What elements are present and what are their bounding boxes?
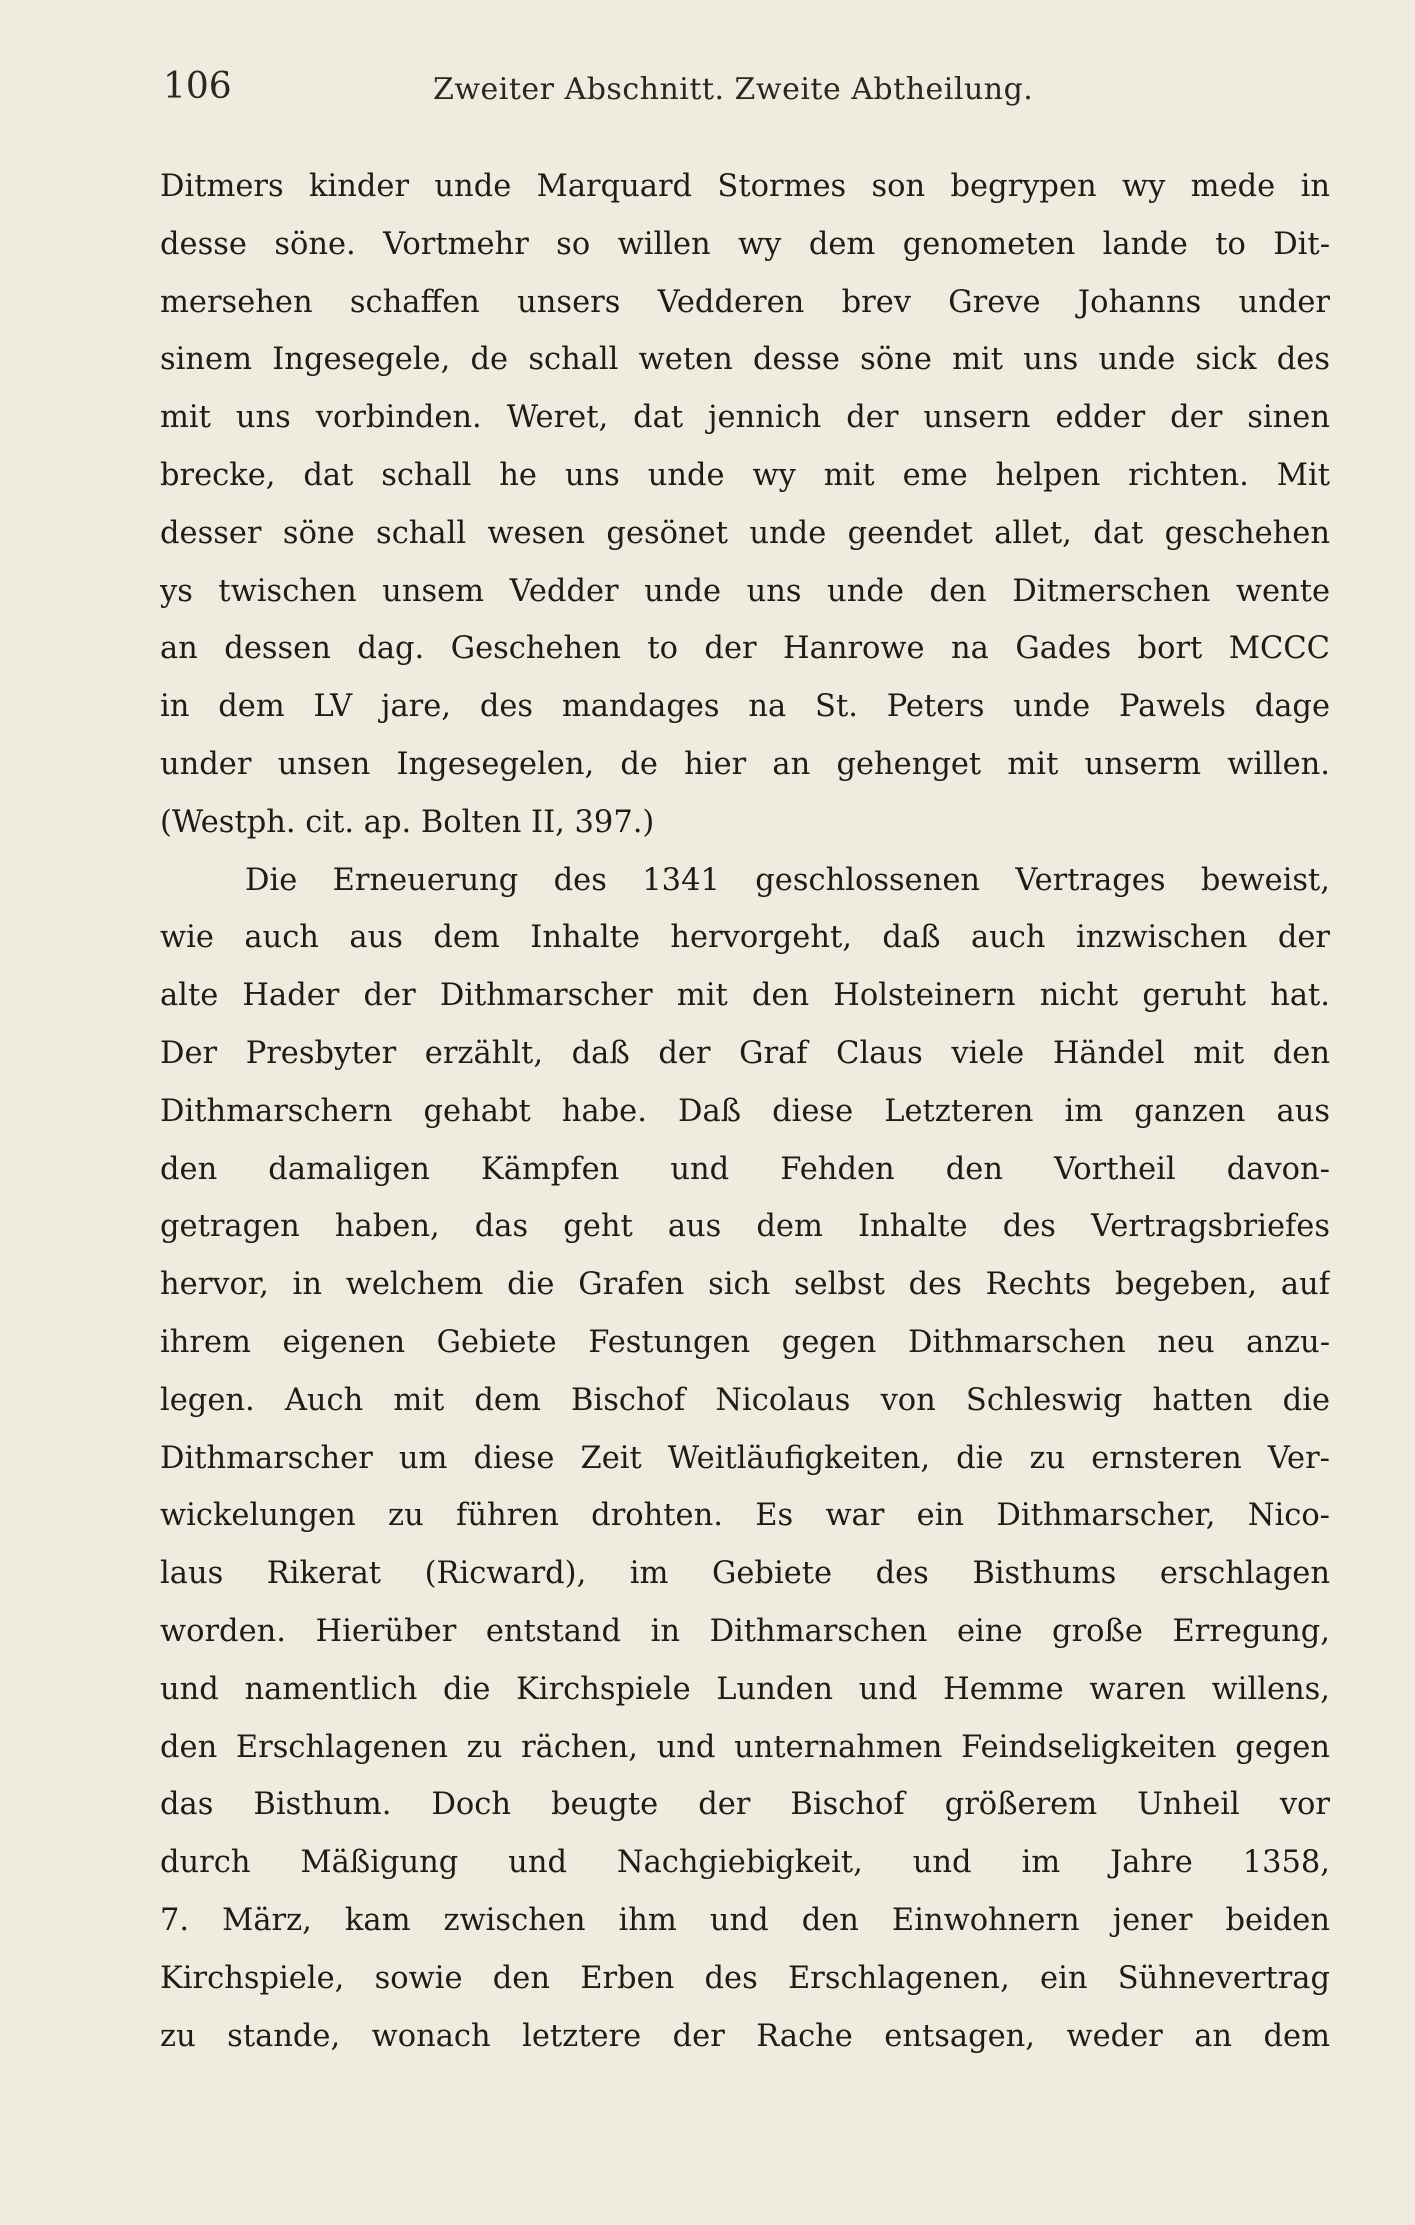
text-line: hervor, in welchem die Grafen sich selbst des Rechts begeben, auf [160,1267,1330,1303]
body-text [160,158,1330,2065]
text-line: legen. Auch mit dem Bischof Nicolaus von Schleswig hatten die [160,1382,1330,1418]
text-line: ys twischen unsem Vedder unde uns unde den Ditmerschen wente [160,573,1330,609]
text-line: mersehen schaffen unsers Vedderen brev Greve Johanns under [160,284,1330,320]
page-number: 106 [163,66,232,107]
text-line: das Bisthum. Doch beugte der Bischof größerem Unheil vor [160,1787,1330,1823]
text-line: worden. Hierüber entstand in Dithmarschen eine große Erregung, [160,1613,1330,1649]
text-line: an dessen dag. Geschehen to der Hanrowe na Gades bort MCCC [160,631,1330,667]
text-line: den damaligen Kämpfen und Fehden den Vortheil davon- [160,1151,1330,1187]
text-line: und namentlich die Kirchspiele Lunden und Hemme waren willens, [160,1671,1330,1707]
text-line: Dithmarscher um diese Zeit Weitläufigkeiten, die zu ernsteren Ver- [160,1440,1330,1476]
text-line: sinem Ingesegele, de schall weten desse söne mit uns unde sick des [160,342,1330,378]
text-line: Der Presbyter erzählt, daß der Graf Claus viele Händel mit den [160,1035,1330,1071]
text-line: mit uns vorbinden. Weret, dat jennich der unsern edder der sinen [160,400,1330,436]
text-line: ihrem eigenen Gebiete Festungen gegen Dithmarschen neu anzu- [160,1324,1330,1360]
text-line: durch Mäßigung und Nachgiebigkeit, und im Jahre 1358, [160,1845,1330,1881]
text-line: getragen haben, das geht aus dem Inhalte des Vertragsbriefes [160,1209,1330,1245]
text-line: desser söne schall wesen gesönet unde geendet allet, dat geschehen [160,515,1330,551]
text-line: desse söne. Vortmehr so willen wy dem genometen lande to Dit- [160,226,1330,262]
text-line: Ditmers kinder unde Marquard Stormes son begrypen wy mede in [160,169,1330,204]
text-line: in dem LV jare, des mandages na St. Peters unde Pawels dage [160,689,1330,725]
running-head [163,66,1343,116]
text-line: wie auch aus dem Inhalte hervorgeht, daß auch inzwischen der [160,920,1330,956]
text-line: 7. März, kam zwischen ihm und den Einwohnern jener beiden [160,1902,1330,1938]
text-line: den Erschlagenen zu rächen, und unternahmen Feindseligkeiten gegen [160,1729,1330,1765]
text-line: zu stande, wonach letztere der Rache entsagen, weder an dem [160,2018,1330,2054]
text-line: Dithmarschern gehabt habe. Daß diese Letzteren im ganzen aus [160,1093,1330,1129]
text-line: brecke, dat schall he uns unde wy mit eme helpen richten. Mit [160,457,1330,493]
text-line: laus Rikerat (Ricward), im Gebiete des Bisthums erschlagen [160,1556,1330,1592]
text-line: wickelungen zu führen drohten. Es war ein Dithmarscher, Nico- [160,1498,1330,1534]
running-head-title: Zweiter Abschnitt. Zweite Abtheilung. [433,72,1034,107]
paragraph-start-line: Die Erneuerung des 1341 geschlossenen Vertrages beweist, [245,862,1330,898]
text-line: Kirchspiele, sowie den Erben des Erschlagenen, ein Sühnevertrag [160,1960,1330,1996]
text-line: alte Hader der Dithmarscher mit den Holsteinern nicht geruht hat. [160,978,1330,1014]
citation-line: (Westph. cit. ap. Bolten II, 397.) [160,804,655,840]
text-line: under unsen Ingesegelen, de hier an gehenget mit unserm willen. [160,746,1330,782]
